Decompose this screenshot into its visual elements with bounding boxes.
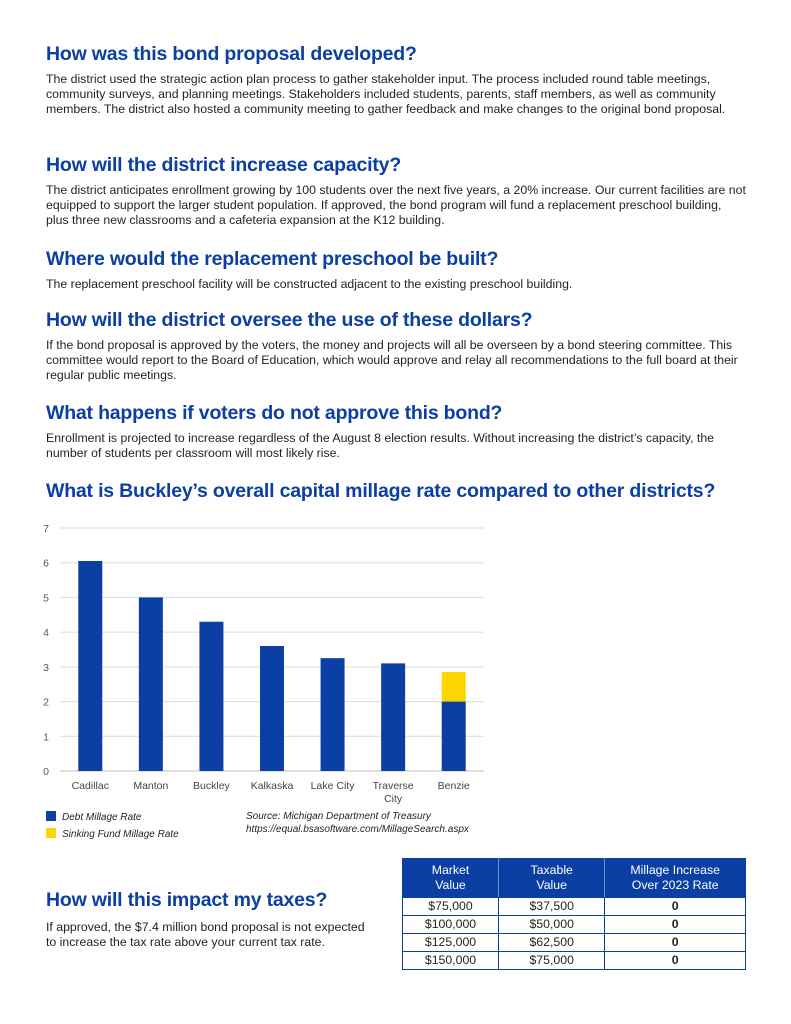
column-header: Market Value — [403, 859, 499, 898]
table-row — [403, 916, 746, 934]
millage-increase-cell: 0 — [605, 916, 746, 934]
faq-section-oversight — [46, 308, 746, 384]
table-row — [403, 934, 746, 952]
x-tick-label: City — [384, 793, 403, 805]
bar-debt-millage — [78, 561, 102, 771]
tax-impact-table — [402, 858, 746, 970]
legend-label: Debt Millage Rate — [62, 812, 142, 823]
x-tick-label: Buckley — [193, 780, 230, 792]
market-value-cell: $150,000 — [403, 952, 499, 970]
faq-section-not-approved — [46, 401, 746, 461]
section-body: If the bond proposal is approved by the voters, the money and projects will all be overseen by a bond steering committee. This committee would report to the Board of Education, which would approve and relay all recommendations to the full board at their regular public meetings. — [46, 338, 738, 383]
y-tick-label: 4 — [43, 627, 49, 640]
market-value-cell: $100,000 — [403, 916, 499, 934]
y-tick-label: 3 — [43, 661, 49, 674]
legend-swatch-debt — [46, 811, 56, 821]
faq-section-taxes — [46, 888, 376, 950]
faq-section-development — [46, 42, 746, 118]
taxable-value-cell: $62,500 — [499, 934, 605, 952]
faq-section-capacity — [46, 153, 746, 229]
y-tick-label: 0 — [43, 766, 49, 778]
bar-debt-millage — [260, 646, 284, 771]
x-tick-label: Kalkaska — [250, 780, 294, 792]
taxable-value-cell: $75,000 — [499, 952, 605, 970]
bar-debt-millage — [321, 658, 345, 771]
bar-debt-millage — [442, 702, 466, 771]
section-body: The district used the strategic action plan process to gather stakeholder input. The process included round table meetings, community surveys, and planning meetings. Stakeholders included students, parents, staff members, as well as community members. The district also hosted a community meeting to gather feedback and make changes to the original bond proposal. — [46, 72, 726, 117]
millage-bar-chart — [30, 516, 500, 808]
section-heading: How will the district oversee the use of these dollars? — [46, 309, 533, 331]
source-line: Source: Michigan Department of Treasury — [246, 811, 431, 822]
column-header: Taxable Value — [499, 859, 605, 898]
table-header-row — [403, 859, 746, 898]
section-body: The district anticipates enrollment growing by 100 students over the next five years, a 20% increase. Our current facilities are not equipped to support the larger student population. If approved, the bond program will fund a replacement preschool building, plus three new classrooms and a cafeteria expansion at the K12 building. — [46, 183, 746, 228]
faq-section-preschool-location — [46, 247, 746, 292]
taxable-value-cell: $37,500 — [499, 898, 605, 916]
column-header: Millage Increase Over 2023 Rate — [605, 859, 746, 898]
section-heading: What happens if voters do not approve this bond? — [46, 402, 503, 424]
section-body: Enrollment is projected to increase regardless of the August 8 election results. Without increasing the district’s capacity, the number of students per classroom will most likely rise. — [46, 431, 715, 461]
y-tick-label: 1 — [43, 731, 49, 744]
market-value-cell: $125,000 — [403, 934, 499, 952]
y-tick-label: 2 — [43, 696, 49, 709]
legend-label: Sinking Fund Millage Rate — [62, 829, 179, 840]
source-url: https://equal.bsasoftware.com/MillageSearch.aspx — [246, 823, 469, 835]
millage-increase-cell: 0 — [605, 898, 746, 916]
bar-debt-millage — [139, 597, 163, 771]
legend-debt-millage — [46, 811, 141, 823]
section-body: The replacement preschool facility will be constructed adjacent to the existing preschool building. — [46, 277, 573, 291]
x-tick-label: Manton — [133, 780, 169, 792]
y-tick-label: 5 — [43, 592, 49, 605]
x-tick-label: Lake City — [310, 780, 355, 792]
table-row — [403, 898, 746, 916]
chart-title: What is Buckley’s overall capital millage rate compared to other districts? — [46, 480, 716, 502]
y-tick-label: 7 — [43, 523, 49, 535]
chart-source — [246, 811, 469, 836]
millage-increase-cell: 0 — [605, 934, 746, 952]
x-tick-label: Benzie — [437, 780, 470, 792]
table-row — [403, 952, 746, 970]
legend-swatch-sinking — [46, 828, 56, 838]
market-value-cell: $75,000 — [403, 898, 499, 916]
bar-sinking-fund — [442, 672, 466, 702]
taxable-value-cell: $50,000 — [499, 916, 605, 934]
section-heading: How will this impact my taxes? — [46, 889, 328, 911]
legend-sinking-fund — [46, 828, 179, 840]
y-tick-label: 6 — [43, 557, 49, 570]
millage-increase-cell: 0 — [605, 952, 746, 970]
x-tick-label: Traverse — [372, 780, 414, 792]
bar-debt-millage — [199, 622, 223, 771]
bar-debt-millage — [381, 663, 405, 771]
section-heading: How will the district increase capacity? — [46, 154, 402, 176]
x-tick-label: Cadillac — [71, 780, 109, 792]
section-heading: How was this bond proposal developed? — [46, 43, 417, 65]
section-heading: Where would the replacement preschool be built? — [46, 248, 499, 270]
chart-section — [46, 479, 766, 503]
section-body: If approved, the $7.4 million bond proposal is not expected to increase the tax rate above your current tax rate. — [46, 920, 365, 950]
